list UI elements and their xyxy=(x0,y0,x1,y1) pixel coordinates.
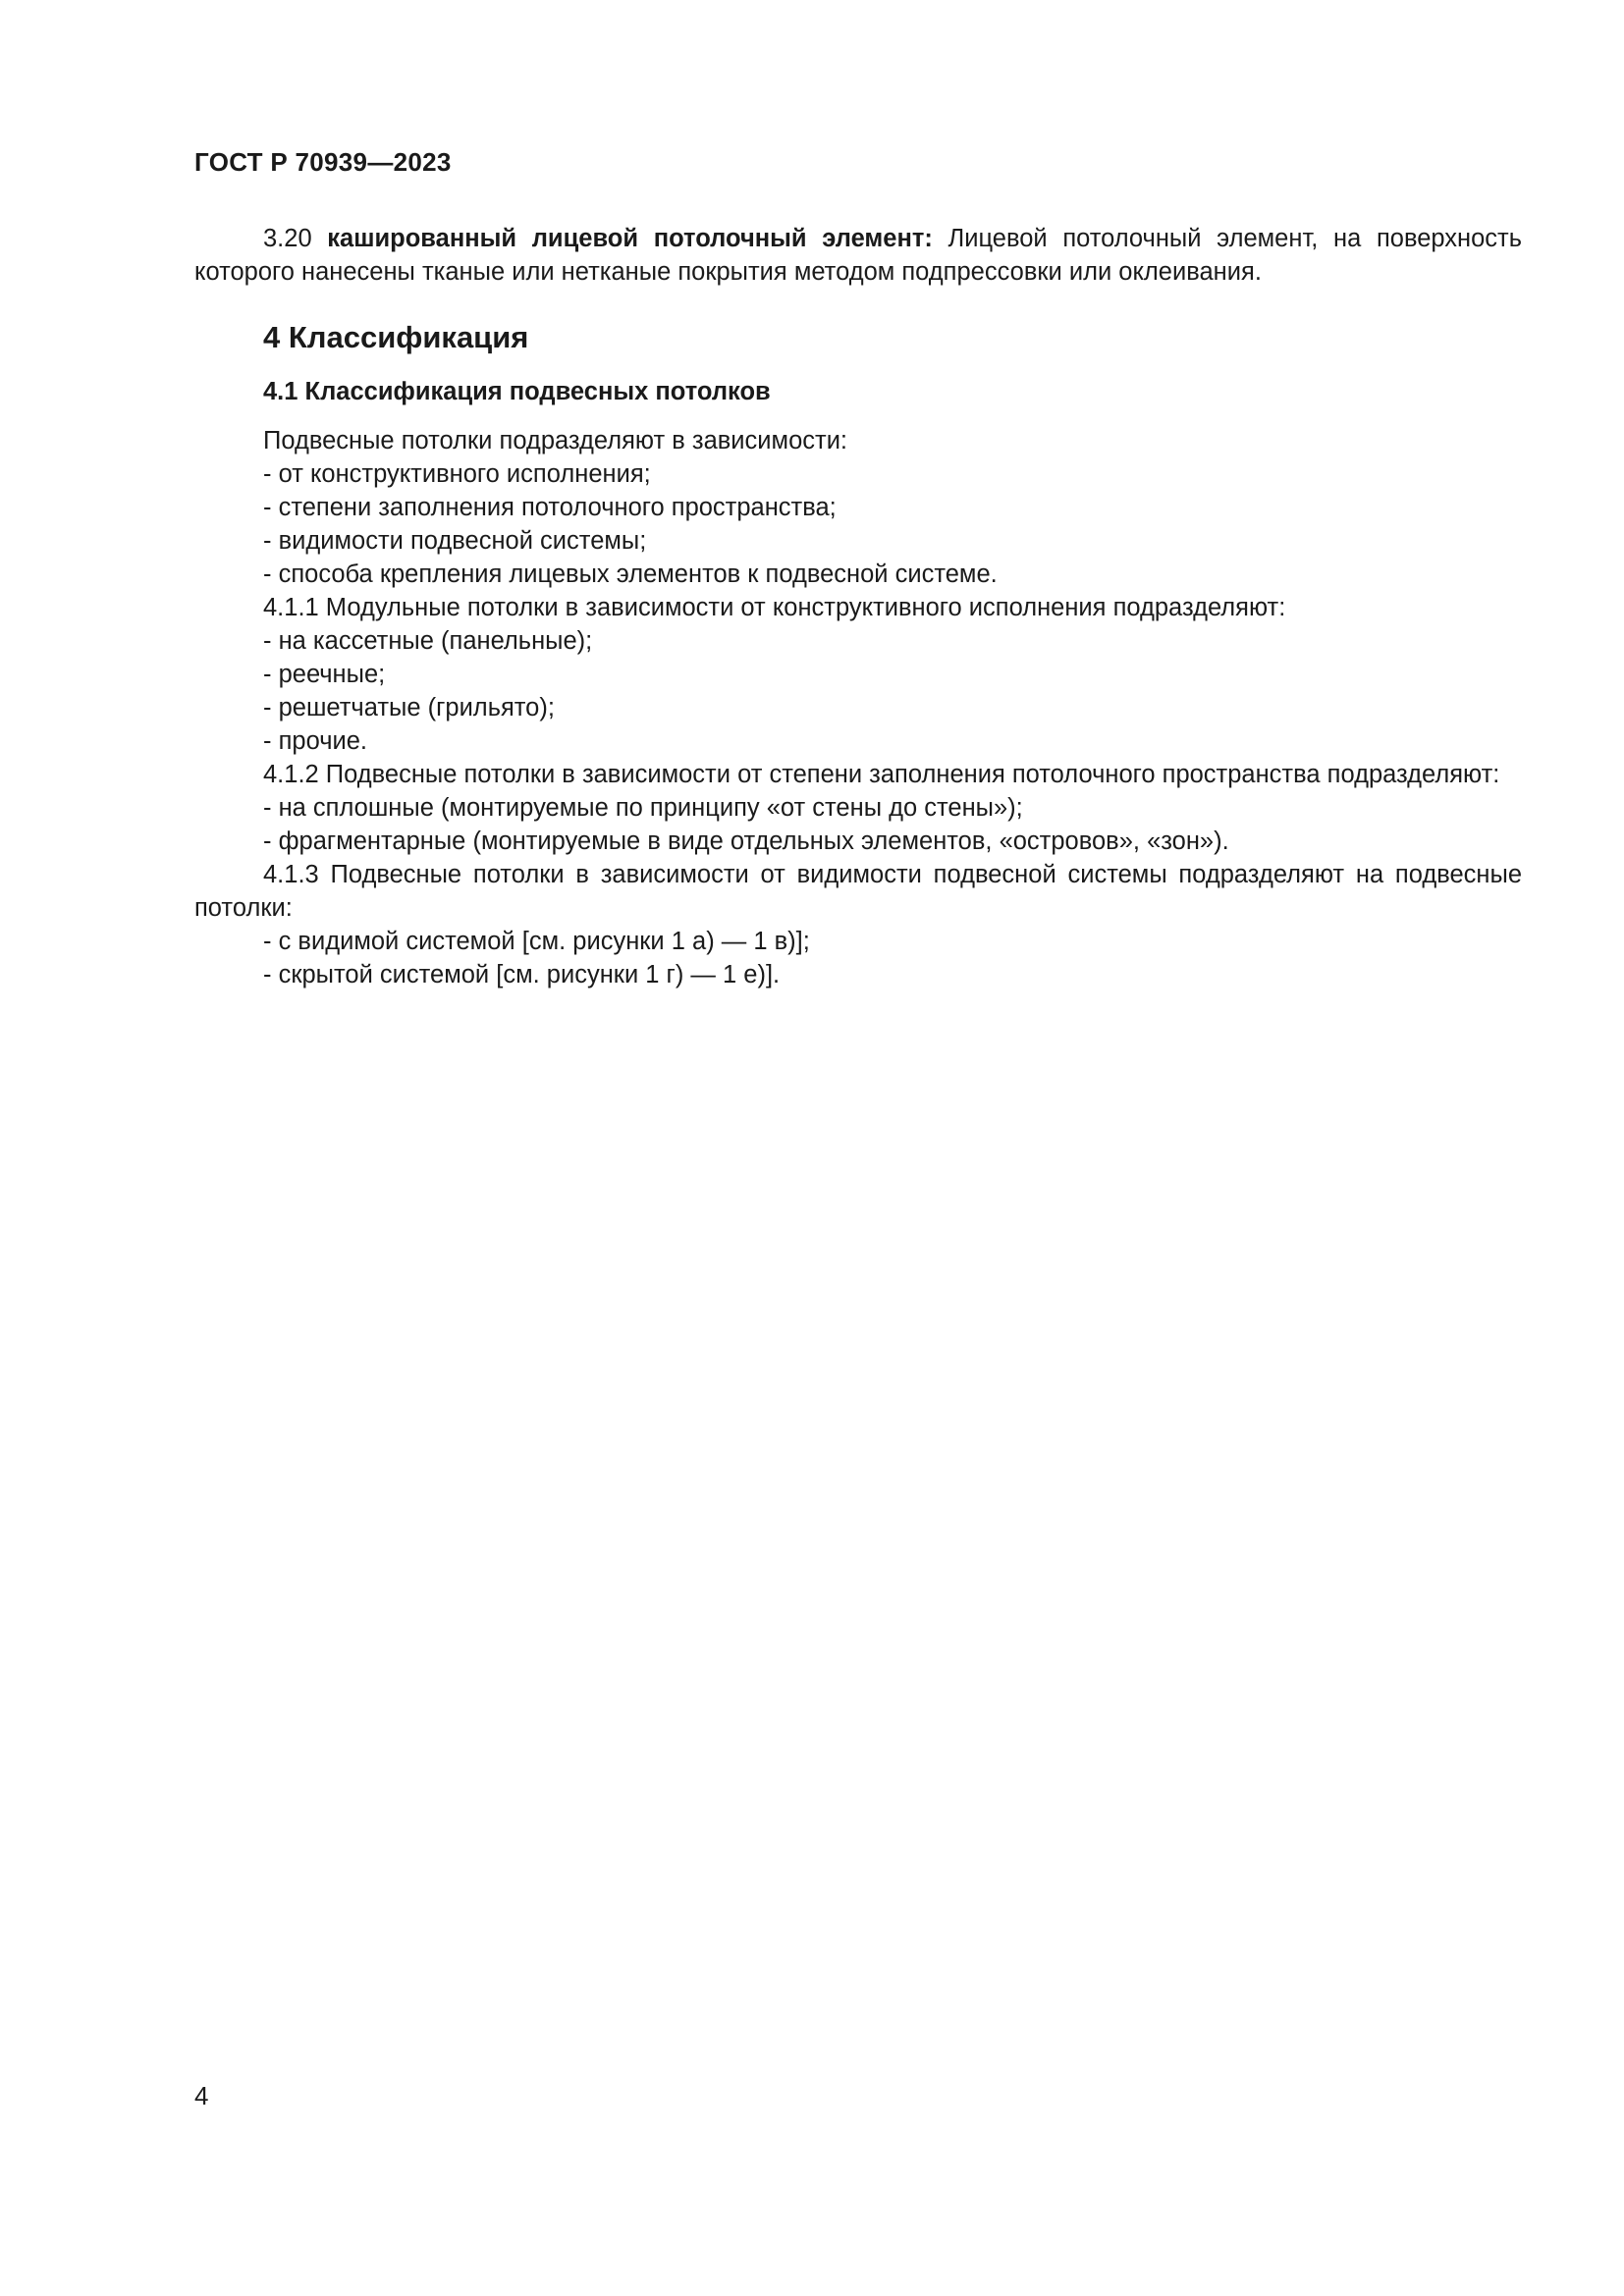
list-item: - фрагментарные (монтируемые в виде отдельных элементов, «островов», «зон»). xyxy=(263,828,1229,855)
list-item: - с видимой системой [см. рисунки 1 а) — 1 в)]; xyxy=(263,928,810,955)
list-item: - на сплошные (монтируемые по принципу «от стены до стены»); xyxy=(263,794,1023,822)
definition-number: 3.20 xyxy=(263,225,328,252)
definition-term: кашированный лицевой потолочный элемент: xyxy=(327,225,933,252)
list-item: - прочие. xyxy=(263,727,367,755)
list-item: - степени заполнения потолочного пространства; xyxy=(263,494,837,521)
paragraph-4-1-1: 4.1.1 Модульные потолки в зависимости от конструктивного исполнения подразделяют: xyxy=(263,594,1286,621)
list-item: - на кассетные (панельные); xyxy=(263,627,593,655)
section-title: 4 Классификация xyxy=(263,320,529,354)
definition-3-20 xyxy=(194,222,1522,289)
list-item: - видимости подвесной системы; xyxy=(263,527,647,555)
page-content xyxy=(194,222,1522,991)
paragraph-4-1-3: 4.1.3 Подвесные потолки в зависимости от видимости подвесной системы подразделяют на подвесные потолки: xyxy=(194,861,1522,922)
page-number: 4 xyxy=(194,2081,209,2110)
list-item: - от конструктивного исполнения; xyxy=(263,460,651,488)
subsection-title: 4.1 Классификация подвесных потолков xyxy=(263,378,771,405)
document-code: ГОСТ Р 70939—2023 xyxy=(194,147,452,177)
list-item: - способа крепления лицевых элементов к подвесной системе. xyxy=(263,561,998,588)
list-item: - скрытой системой [см. рисунки 1 г) — 1 е)]. xyxy=(263,961,781,988)
classification-intro: Подвесные потолки подразделяют в зависимости: xyxy=(263,427,848,454)
paragraph-4-1-2: 4.1.2 Подвесные потолки в зависимости от степени заполнения потолочного пространства подразделяют: xyxy=(263,761,1500,788)
list-item: - реечные; xyxy=(263,661,386,688)
list-item: - решетчатые (грильято); xyxy=(263,694,555,721)
definition-text: Лицевой потолочный элемент, на поверхность которого нанесены тканые или нетканые покрытия методом подпрессовки или оклеивания. xyxy=(194,225,1523,286)
